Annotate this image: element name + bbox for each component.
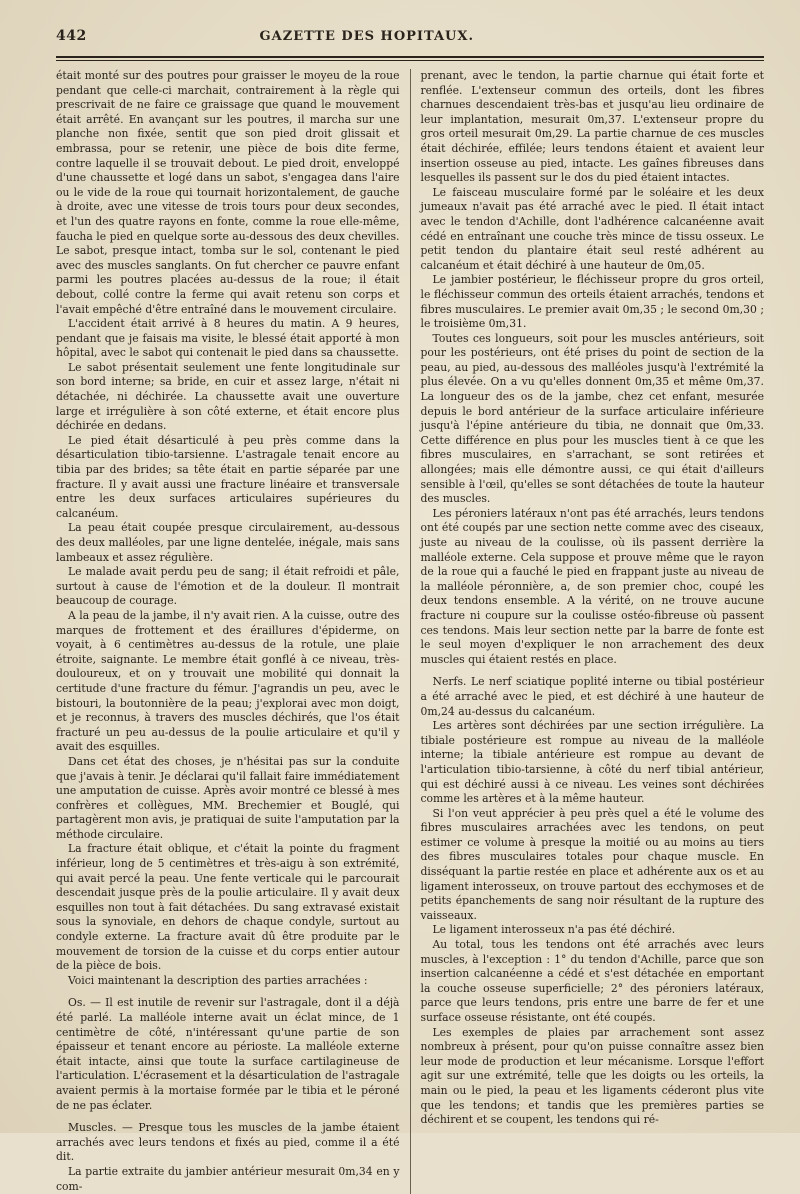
paragraph: La peau était coupée presque circulairement, au-dessous des deux malléoles, par une ligne dentelée, inégale, mais sans lambeaux et assez régulière. [56,521,400,564]
paragraph: Le ligament interosseux n'a pas été déchiré. [432,923,676,937]
paragraph: Si l'on veut apprécier à peu près quel a été le volume des fibres musculaires arrachées avec les tendons, on peut estimer ce volume à presque la moitié ou au moins au tiers des fibres musculaires totales pour chaque muscle. En disséquant la partie restée en place et adhérente aux os et au ligament interosseux, on trouve partout des ecchymoses et de petits épanchements de sang noir résultant de la rupture des vaisseaux. [420,806,764,922]
paragraph: Le pied était désarticulé à peu près comme dans la désarticulation tibio-tarsienne. L'astragale tenait encore au tibia par des brides; sa tête était en partie séparée par une fracture. Il y avait aussi une fracture linéaire et transversale entre les deux surfaces articulaires supérieures du calcanéum. [56,433,400,520]
left-column [56,69,410,1194]
paragraph: était monté sur des poutres pour graisser le moyeu de la roue pendant que celle-ci marchait, contrairement à la règle qui prescrivait de ne faire ce graissage que quand le mouvement était arrêté. En avançant sur les poutres, il marcha sur une planche non fixée, sentit que son pied droit glissait et embrassa, pour se retenir, une pièce de bois dite ferme, contre laquelle il se trouvait debout. Le pied droit, enveloppé d'une chaussette et logé dans un sabot, s'engagea dans l'aire ou le vide de la roue qui tournait horizontalement, de gauche à droite, avec une vitesse de trois tours pour deux secondes, et l'un des quatre rayons en fonte, comme la roue elle-même, faucha le pied en quelque sorte au-dessous des deux chevilles. Le sabot, presque intact, tomba sur le sol, contenant le pied avec des muscles sanglants. On fut chercher ce pauvre enfant parmi les poutres placées au-dessus de la roue; il était debout, collé contre la ferme qui avait retenu son corps et l'avait empêché d'être entraîné dans le mouvement circulaire. [56,69,400,316]
paragraph: Voici maintenant la description des parties arrachées : [68,973,368,987]
page-number: 442 [56,28,87,44]
running-title: GAZETTE DES HOPITAUX. [259,29,474,44]
paragraph: La fracture était oblique, et c'était la pointe du fragment inférieur, long de 5 centimètres et très-aigu à son extrémité, qui avait percé la peau. Une fente verticale qui le parcourait descendait jusque près de la poulie articulaire. Il y avait deux esquilles non tout à fait détachées. Du sang extravasé existait sous la synoviale, en dehors de chaque condyle, surtout au condyle externe. La fracture avait dû être produite par le mouvement de torsion de la cuisse et du corps entier autour de la pièce de bois. [56,842,400,973]
paragraph: Au total, tous les tendons ont été arrachés avec leurs muscles, à l'exception : 1° du tendon d'Achille, parce que son insertion calcanéenne a cédé et s'est détachée en emportant la couche osseuse superficielle; 2° des péroniers latéraux, parce que leurs tendons, pris entre une barre de fer et une surface osseuse résistante, ont été coupés. [420,938,764,1024]
paragraph: Toutes ces longueurs, soit pour les muscles antérieurs, soit pour les postérieurs, ont été prises du point de section de la peau, au pied, au-dessous des malléoles jusqu'à l'extrémité la plus élevée. On a vu qu'elles donnent 0m,35 et même 0m,37. La longueur des os de la jambe, chez cet enfant, mesurée depuis le bord antérieur de la surface articulaire inférieure jusqu'à l'épine antérieure du tibia, ne donnait que 0m,33. Cette différence en plus pour les muscles tient à ce que les fibres musculaires, en s'arrachant, se sont retirées et allongées; mais elle démontre aussi, ce qui était d'ailleurs sensible à l'œil, qu'elles se sont détachées de toute la hauteur des muscles. [420,331,764,506]
paragraph: Le sabot présentait seulement une fente longitudinale sur son bord interne; sa bride, en cuir et assez large, n'était ni détachée, ni déchirée. La chaussette avait une ouverture large et irrégulière à son côté externe, et était encore plus déchirée en dedans. [56,360,400,433]
paragraph: La partie extraite du jambier antérieur mesurait 0m,34 en y com- [56,1164,400,1193]
paragraph: prenant, avec le tendon, la partie charnue qui était forte et renflée. L'extenseur commun des orteils, dont les fibres charnues descendaient très-bas et jusqu'au lieu ordinaire de leur implantation, mesurait 0m,37. L'extenseur propre du gros orteil mesurait 0m,29. La partie charnue de ces muscles était déchirée, effilée; leurs tendons étaient et avaient leur insertion osseuse au pied, intacte. Les gaînes fibreuses dans lesquelles ils passent sur le dos du pied étaient intactes. [420,69,764,185]
paragraph: Dans cet état des choses, je n'hésitai pas sur la conduite que j'avais à tenir. Je déclarai qu'il fallait faire immédiatement une amputation de cuisse. Après avoir montré ce blessé à mes confrères et collègues, MM. Brechemier et Bouglé, qui partagèrent mon avis, je pratiquai de suite l'amputation par la méthode circulaire. [56,754,400,841]
paragraph-arteres: Les artères sont déchirées par une section irrégulière. La tibiale postérieure est rompue au niveau de la malléole interne; la tibiale antérieure est rompue au devant de l'articulation tibio-tarsienne, à côté du nerf tibial antérieur, qui est déchiré aussi à ce niveau. Les veines sont déchirées comme les artères et à la même hauteur. [420,719,764,806]
paragraph: L'accident était arrivé à 8 heures du matin. A 9 heures, pendant que je faisais ma visite, le blessé était apporté à mon hôpital, avec le sabot qui contenait le pied dans sa chaussette. [56,317,400,360]
page-header [56,28,764,52]
header-rule [56,56,764,58]
paragraph: Le malade avait perdu peu de sang; il était refroidi et pâle, surtout à cause de l'émotion et de la douleur. Il montrait beaucoup de courage. [56,565,400,608]
paragraph-muscles: Muscles. — Presque tous les muscles de la jambe étaient arrachés avec leurs tendons et fixés au pied, comme il a été dit. [56,1121,400,1164]
paragraph: Le faisceau musculaire formé par le soléaire et les deux jumeaux n'avait pas été arraché avec le pied. Il était intact avec le tendon d'Achille, dont l'adhérence calcanéenne avait cédé en entraînant une couche très mince de tissu osseux. Le petit tendon du plantaire était seul resté adhérent au calcanéum et était déchiré à une hauteur de 0m,05. [420,185,764,272]
paragraph-os: Os. — Il est inutile de revenir sur l'astragale, dont il a déjà été parlé. La malléole interne avait un éclat mince, de 1 centimètre de côté, n'intéressant qu'une partie de son épaisseur et tenant encore au périoste. La malléole externe était intacte, ainsi que toute la surface cartilagineuse de l'articulation. L'écrasement et la désarticulation de l'astragale avaient permis à la mortaise formée par le tibia et le péroné de ne pas éclater. [56,996,400,1112]
header-rule-thin [56,60,764,61]
paragraph: Les péroniers latéraux n'ont pas été arrachés, leurs tendons ont été coupés par une section nette comme avec des ciseaux, juste au niveau de la coulisse, où ils passent derrière la malléole externe. Cela suppose et prouve même que le rayon de la roue qui a fauché le pied en frappant juste au niveau de la malléole péronnière, a, de son premier choc, coupé les deux tendons ensemble. A la vérité, on ne trouve aucune fracture ni coupure sur la coulisse ostéo-fibreuse où passent ces tendons. Mais leur section nette par la barre de fonte est le seul moyen d'expliquer le non arrachement des deux muscles qui étaient restés en place. [420,506,764,666]
paragraph: A la peau de la jambe, il n'y avait rien. A la cuisse, outre des marques de frottement et des éraillures d'épiderme, on voyait, à 6 centimètres au-dessus de la rotule, une plaie étroite, saignante. Le membre était gonflé à ce niveau, très-douloureux, et on y trouvait une mobilité qui donnait la certitude d'une fracture du fémur. J'agrandis un peu, avec le bistouri, la boutonnière de la peau; j'explorai avec mon doigt, et je reconnus, à travers des muscles déchirés, que l'os était fracturé un peu au-dessus de la poulie articulaire et qu'il y avait des esquilles. [56,608,400,754]
paragraph: Les exemples de plaies par arrachement sont assez nombreux à présent, pour qu'on puisse connaître assez bien leur mode de production et leur mécanisme. Lorsque l'effort agit sur une extrémité, telle que les doigts ou les orteils, la main ou le pied, la peau et les ligaments céderont plus vite que les tendons; et tandis que les premières parties se déchirent et se coupent, les tendons qui ré- [420,1025,764,1127]
paragraph: Le jambier postérieur, le fléchisseur propre du gros orteil, le fléchisseur commun des orteils étaient arrachés, tendons et fibres musculaires. Le premier avait 0m,35 ; le second 0m,30 ; le troisième 0m,31. [420,273,764,331]
text-columns [56,69,764,1194]
paragraph-nerfs: Nerfs. Le nerf sciatique poplité interne ou tibial postérieur a été arraché avec le pied, et est déchiré à une hauteur de 0m,24 au-dessus du calcanéum. [420,675,764,718]
right-column [410,69,765,1194]
